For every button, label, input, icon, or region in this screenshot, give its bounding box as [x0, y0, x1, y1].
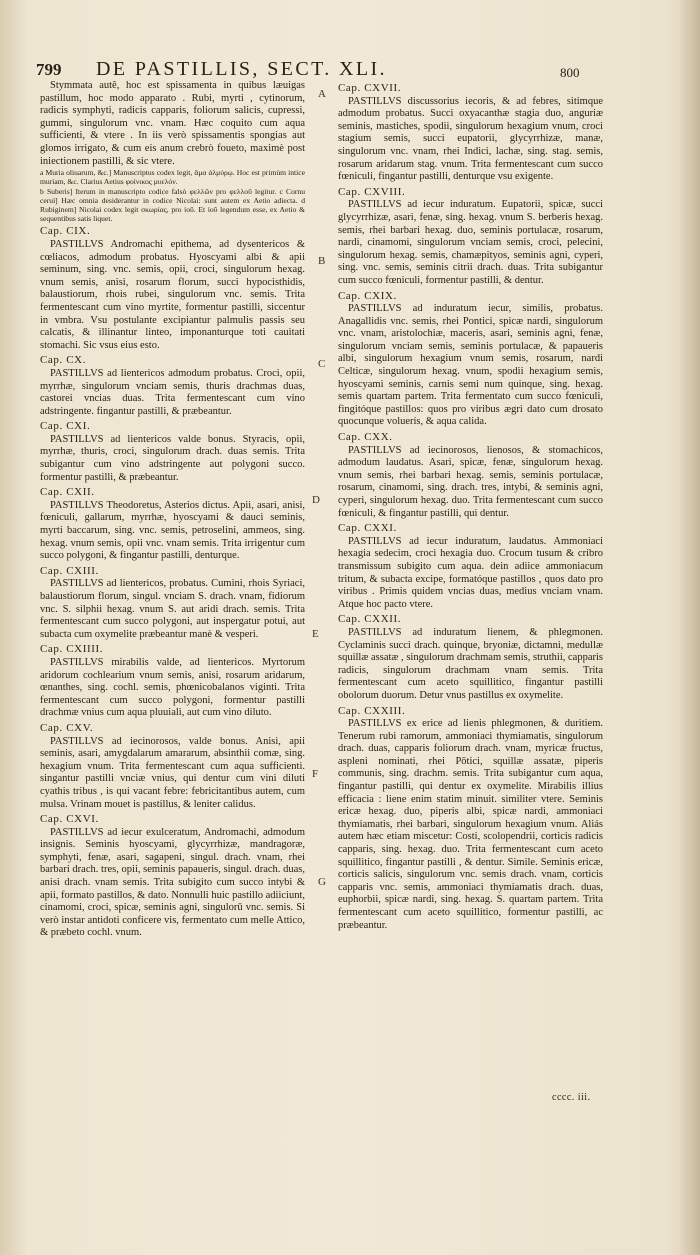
left-column [40, 80, 305, 940]
chapter-heading: Cap. CXXI. [338, 522, 397, 535]
chapter-heading: Cap. CXX. [338, 431, 393, 444]
annotation-note: a Muria oliuarum, &c.] Manuscriptus codex legit, ἅμα ἁλμύρῳ. Hoc est primùm intice muriam, &c. Clarius Aetius φοίνικος μυελόν. [40, 168, 305, 187]
margin-letter: F [312, 768, 319, 780]
chapter-heading: Cap. CXIII. [40, 564, 99, 577]
recipe-paragraph: PASTILLVS ad lientericos admodum probatus. Croci, opii, myrrhæ, singulorum vnciam semis, thuris drachmas duas, castorei vncias duas. Trita fermentescant cum vino adstringente. fingantur pastilli, & præbeantur. [40, 367, 305, 417]
margin-letter: B [318, 255, 326, 267]
recipe-paragraph: PASTILLVS ad iecur induratum, laudatus. Ammoniaci hexagia sedecim, croci hexagia duo. Crocum tusum & cribro transmissum subigito cum aqua. dein adiice ammoniacum tritum, & subacta excipe, formatóque pastillos , quos dato pro viribus . Primis quidem vncias duas, medius vnciam vnam. Atque hoc pacto vtere. [338, 535, 603, 610]
running-head: DE PASTILLIS, SECT. XLI. [96, 58, 387, 80]
recipe-paragraph: PASTILLVS ad induratum iecur, similis, probatus. Anagallidis vnc. semis, rhei Pontici, spicæ nardi, singulorum vnc. vnam, aristolochiæ, maceris, asari, seminis agni, fenæ, singulorum vnciam semis, seminis portulacæ, & papaueris albi, singulorum hexagium vnum semis, rosarum, nardi Celticæ, singulorum hexag. vnum, spodii hexagium semis, hyoscyami seminis, carnis semi num quinque, sing. hexag. semis quartam partem. Trita fermentato cum succo fœniculi, fingitóque pastillos: quos pro viribus ægri dato cum drosato quocunque voluerís, & aqua calida. [338, 303, 603, 428]
page-number-left: 799 [36, 60, 62, 79]
recipe-paragraph: PASTILLVS ad iecur exulceratum, Andromachi, admodum insignis. Seminis hyoscyami, glycyrrhizæ, mandragoræ, symphyti, fenæ, asari, sagapeni, singul. drach. vnam, rhei barbari drach. tres, opii, seminis papaueris, singul. drach. duas, anisi drach. vnam semis. Trita subigito cum succo intybi & apii, formato pastillos, & dato. Nonnulli huic pastillo adiiciunt, cinamomi, croci, spicæ, seminis agni, singulorū vnc. semis. Si verò instar antidoti conficere vis, fermentato cum melle Attico, & præbeto cochl. vnum. [40, 826, 305, 939]
recipe-paragraph: PASTILLVS ad iecinorosos, valde bonus. Anisi, apii seminis, asari, amygdalarum amararum, absinthii comæ, sing. hexagium vnum. Trita fermentescant cum aqua sufficienti. singantur pastilli vnciæ vnius, qui dentur cum vini diluti cyathis tribus , is qui vacant febre: febricitantibus autem, cum mulsa. Vrinam mouet is pastillus, & leniter calidus. [40, 735, 305, 810]
recipe-paragraph: PASTILLVS ad iecur induratum. Eupatorii, spicæ, succi glycyrrhizæ, asari, fenæ, sing. hexag. vnum S. berberis hexag. semis, rhei barbari hexag. duo, seminis portulacæ, rosarum, nardi, cinamomi, singulorum vnciam semis, croci, pelecini, singulorum hexag. semis, chamæpityos, seminis agni, cyperi, sing. vnc. semis, seminis citrii drach. duas. Trita subigantur cum succo fœniculi, formentur pastilli, & dentur. [338, 199, 603, 286]
chapter-heading: Cap. CXXIII. [338, 704, 406, 717]
chapter-heading: Cap. CXV. [40, 721, 94, 734]
recipe-paragraph: PASTILLVS ad iecinorosos, lienosos, & stomachicos, admodum laudatus. Asari, spicæ, fenæ, singulorum hexag. vnum semis, rhei barbari hexag. semis, seminis portulacæ, rosarum, cinamomi, sing. drach. tres, intybi, & seminis agni, cyperi, singulorum hexag. duo. Trita fermentescant cum succo fœniculi, & fingantur pastilli, qui dentur. [338, 444, 603, 519]
page-edge-shadow [678, 0, 700, 1255]
margin-letter: E [312, 628, 319, 640]
recipe-paragraph: Stymmata autē, hoc est spissamenta in quibus læuigas pastillum, hoc modo apparato . Rubi, myrti , cytinorum, radicis symphyti, radicis capparis, foliorum salicis, cupressi, gummi, singulorum vnc. vnam. Hæc coquito cum aqua sufficienti, & vtere . In iis verò spissamentis spongias aut glomos irrigato, & cum eis anum crebrò foueto, maximè post iniectionem pastilli, & sic vtere. [40, 80, 305, 167]
margin-letter: D [312, 494, 320, 506]
chapter-heading: Cap. CXI. [40, 420, 91, 433]
annotation-note: b Suberis] Iterum in manuscripto codice falsò φελλῶν pro φελλοῦ legitur. c Cornu ceruì] Hæc omnia desiderantur in codice Nicolai: sunt autem ex Aetio adiecta. d Rubiginem] Nicolai codex legit σκωρίας, pro ἰοῦ. Et ἰοῦ legendum esse, ex Aetio & sequentibus satis liquet. [40, 186, 305, 224]
recipe-paragraph: PASTILLVS Andromachi epithema, ad dysentericos & cœliacos, admodum probatus. Hyoscyami albi & apii seminum, sing. vnc. semis, opii, croci, singulorum hexag. vnum semis, anisi, rosarum florum, succi hypocisthidis, balaustiorum, rhois rubei, singulorum vnc. semis. Trita fermentescant cum vino myrtite, formentur pastilli, siccentur in vmbra. Vsu postulante excipiantur palmulis passis seu calcatis, & illinantur linteo, imponanturque toti cauitati stomachi. Sic vsus eius esto. [40, 238, 305, 351]
annotations [40, 168, 305, 223]
right-column [338, 80, 603, 932]
recipe-paragraph: PASTILLVS discussorius iecoris, & ad febres, sitimque admodum probatus. Succi oxyacanthæ stagia duo, anguriæ seminis, mastiches, spodii, singulorum hexagium vnum, croci stagium semis, succi eupatorii, glycyrrhizæ, manæ, singulorum vnc. vnam, rhei Indici, lachæ, sing. stag. semis, rosarum aridarum stag. vnum. Trita fermentescant cum succo fœniculi, fingantur pastilli, denturque vsu exigente. [338, 95, 603, 183]
chapter-heading: Cap. CX. [40, 354, 87, 367]
chapter-heading: Cap. CXIX. [338, 289, 397, 302]
margin-letter: G [318, 876, 326, 888]
chapter-heading: Cap. CIX. [40, 225, 91, 238]
signature-mark: cccc. iii. [552, 1092, 591, 1103]
chapter-heading: Cap. CXIIII. [40, 643, 104, 656]
recipe-paragraph: PASTILLVS Theodoretus, Asterios dictus. Apii, asari, anisi, fœniculi, gallarum, myrrhæ, hyoscyami & dauci seminis, myrti baccarum, sing. vnc. semis, petroselini, ammeos, sing. hexag. vnum semis, opii vnc. vnam semis. Trita irrigentur cum succo polygoni, & fingantur pastilli, denturque. [40, 499, 305, 562]
recipe-paragraph: PASTILLVS ad lientericos, probatus. Cumini, rhois Syriaci, balaustiorum florum, singul. vnciam S. drach. vnam, fidiorum vnc. S. silphii hexag. vnum S. aut aridi drach. semis. Trita fermentescant cum succo polygoni, aut inspergatur potui, aut subacta cum oxymelite præbeantur manè & vesperi. [40, 578, 305, 640]
recipe-paragraph: PASTILLVS ad induratum lienem, & phlegmonen. Cyclaminis succi drach. quinque, bryoniæ, dictamni, medullæ squillæ assatæ , singulorum drachmam semis, struthii, capparis radicis, singulorum drachmam vnam semis. Trita fermentescant cum aceto squillitico, fingantur pastilli obolorum duorum. Detur vnus pastillus ex oxymelite. [338, 626, 603, 701]
margin-letter: C [318, 358, 326, 370]
chapter-heading: Cap. CXXII. [338, 613, 402, 626]
chapter-heading: Cap. CXVI. [40, 813, 99, 826]
recipe-paragraph: PASTILLVS ad lientericos valde bonus. Styracis, opii, myrrhæ, thuris, croci, singulorum drach. duas semis. Trita subigantur cum vino adstringente aut polygoni succo. formentur pastilli, & præbeantur. [40, 433, 305, 483]
recipe-paragraph: PASTILLVS mirabilis valde, ad lientericos. Myrtorum aridorum cochlearium vnum semis, anisi, rosarum aridarum, œnanthes, sing. cochl. semis, phœnicobalanos viginti. Trita fermentescant cum succo polygoni, formentur pastilli drachmæ vnius cum aqua pluuiali, aut cum vino diluto. [40, 656, 305, 719]
chapter-heading: Cap. CXVII. [338, 82, 402, 94]
page-number-right: 800 [560, 65, 580, 80]
chapter-heading: Cap. CXII. [40, 486, 95, 499]
margin-letter: A [318, 88, 326, 100]
recipe-paragraph: PASTILLVS ex erice ad lienis phlegmonen, & duritiem. Tenerum rubi ramorum, ammoniaci thymiamatis, singulorum drach. duas, capparis foliorum drach. vnam, myricæ fructus, aspleni nominati, rhei Pōtici, squillæ assatæ, piperis communis, sing. drachm. semis. Trita subigantur cum aqua, fingantur pastilli, qui dentur ex oxymelite. Mirabilis illius efficacia : liene enim statim minuit. similiter vtere. Seminis ericæ hexag. duo, piperis albi, spicæ nardi, ammoniaci thymiamatis, rhei barbari, singulorum hexagium vnum. Aliás autem hæc etiam miscetur: Costi, scolopendrii, corticis radicis capparis, sing. hexag. duo. Trita fermentescant cum aceto squillitico, fingantur pastilli , & dentur. Simile. Seminis ericæ, corticis salicis, singulorum vnc. semis drach. vnam, corticis capparis vnc. semis, ammoniaci thymiamatis drach. duas, euphorbii, spicæ nardi, sing. hexag. S. quartam partem. Trita fermentescant cum aceto squillitico, formentur pastilli, ac præbeantur. [338, 718, 603, 931]
chapter-heading: Cap. CXVIII. [338, 185, 406, 198]
